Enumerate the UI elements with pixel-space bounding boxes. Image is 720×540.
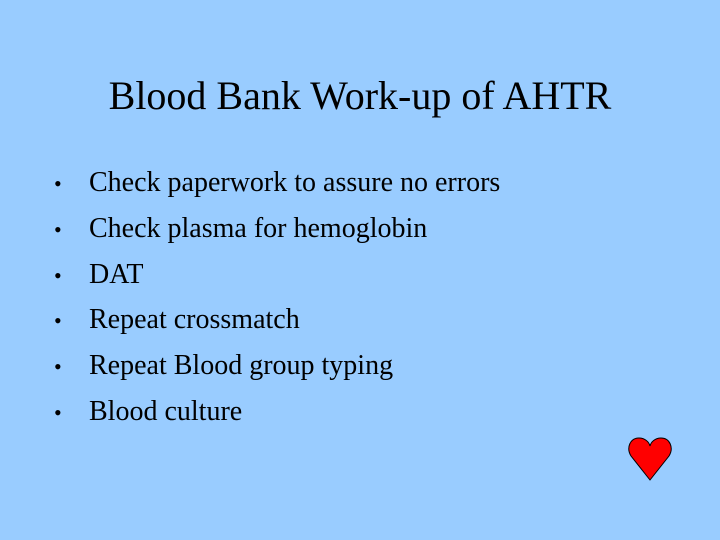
bullet-text: Check paperwork to assure no errors <box>89 167 501 198</box>
bullet-text: Repeat Blood group typing <box>89 350 394 382</box>
bullet-icon: • <box>54 308 62 334</box>
bullet-item <box>54 252 500 298</box>
heart-shape <box>629 438 671 480</box>
bullet-icon: • <box>54 399 62 425</box>
bullet-item <box>54 297 500 343</box>
heart-icon <box>628 436 672 482</box>
bullet-icon: • <box>54 171 62 196</box>
bullet-text: DAT <box>89 258 144 290</box>
bullet-icon: • <box>54 262 62 288</box>
bullet-item <box>54 343 500 389</box>
bullet-text: Repeat crossmatch <box>89 304 300 336</box>
bullet-item <box>54 160 500 206</box>
bullet-icon: • <box>54 216 62 242</box>
bullet-icon: • <box>54 354 62 380</box>
bullet-text: Check plasma for hemoglobin <box>89 212 428 244</box>
bullet-text: Blood culture <box>89 395 243 427</box>
slide-title: Blood Bank Work-up of AHTR <box>108 73 612 118</box>
bullet-list <box>54 160 500 435</box>
bullet-item <box>54 206 500 252</box>
bullet-item <box>54 389 500 435</box>
